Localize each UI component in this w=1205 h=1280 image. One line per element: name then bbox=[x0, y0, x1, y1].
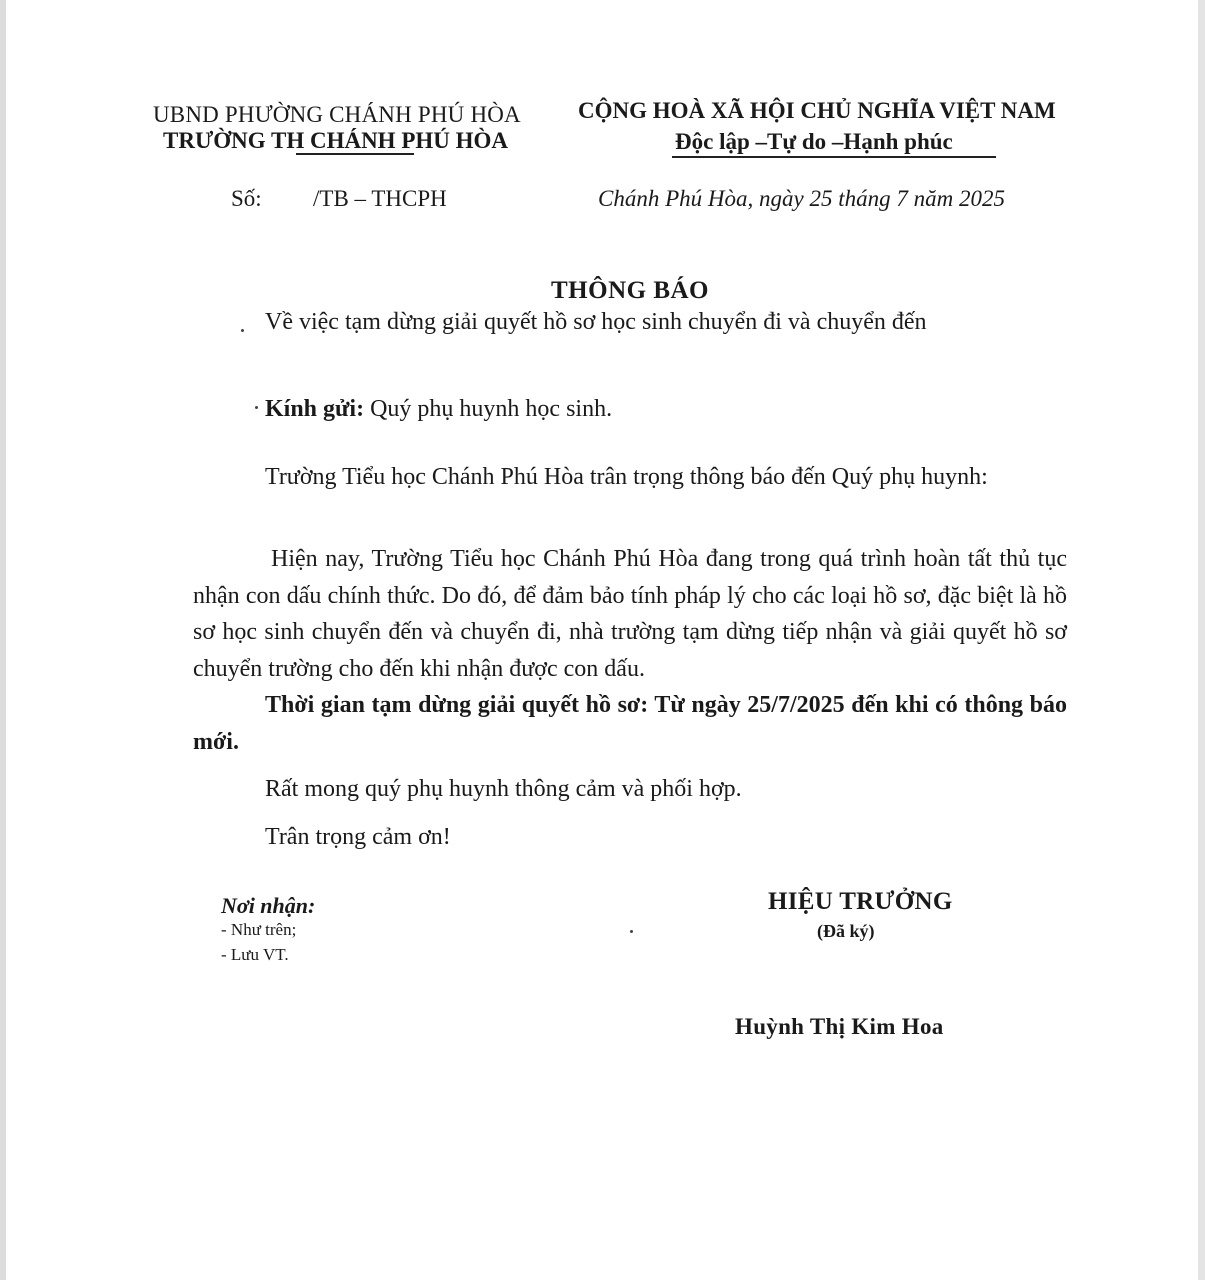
national-title: CỘNG HOÀ XÃ HỘI CHỦ NGHĨA VIỆT NAM bbox=[578, 98, 1056, 123]
paragraph-thanks: Trân trọng cảm ơn! bbox=[265, 824, 451, 850]
scan-speck bbox=[241, 329, 244, 332]
paragraph-intro: Trường Tiểu học Chánh Phú Hòa trân trọng thông báo đến Quý phụ huynh: bbox=[265, 464, 988, 490]
scan-border-right bbox=[1198, 0, 1205, 1280]
document-date: Chánh Phú Hòa, ngày 25 tháng 7 năm 2025 bbox=[598, 186, 1005, 211]
recipient-label: Kính gửi: bbox=[265, 396, 365, 422]
recipients-title: Nơi nhận: bbox=[221, 893, 316, 918]
recipient-line bbox=[265, 391, 612, 427]
signature-status: (Đã ký) bbox=[817, 921, 875, 941]
motto-underline bbox=[672, 156, 996, 158]
signatory-name: Huỳnh Thị Kim Hoa bbox=[735, 1014, 944, 1039]
recipients-item: - Lưu VT. bbox=[221, 945, 289, 964]
recipients-item: - Như trên; bbox=[221, 920, 297, 939]
paragraph-body: Hiện nay, Trường Tiểu học Chánh Phú Hòa đang trong quá trình hoàn tất thủ tục nhận con dấu chính thức. Do đó, để đảm bảo tính pháp lý cho các loại hồ sơ, đặc biệt là hồ sơ học sinh chuyển đến và chuyển đi, nhà trường tạm dừng tiếp nhận và giải quyết hồ sơ chuyển trường cho đến khi nhận được con dấu. bbox=[193, 546, 1067, 682]
scan-speck bbox=[630, 930, 633, 933]
recipient-value: Quý phụ huynh học sinh. bbox=[370, 396, 613, 422]
paragraph-suspension-period: Thời gian tạm dừng giải quyết hồ sơ: Từ ngày 25/7/2025 đến khi có thông báo mới. bbox=[193, 692, 1067, 755]
national-motto: Độc lập –Tự do –Hạnh phúc bbox=[675, 129, 953, 154]
issuing-authority: UBND PHƯỜNG CHÁNH PHÚ HÒA bbox=[153, 102, 521, 127]
document-title: THÔNG BÁO bbox=[551, 277, 709, 304]
document-number-code: /TB – THCPH bbox=[313, 186, 447, 211]
document-subtitle: Về việc tạm dừng giải quyết hồ sơ học sinh chuyển đi và chuyển đến bbox=[265, 309, 927, 335]
scan-border-left bbox=[0, 0, 6, 1280]
scan-speck bbox=[255, 406, 258, 409]
issuing-school: TRƯỜNG TH CHÁNH PHÚ HÒA bbox=[163, 128, 509, 153]
paragraph-request: Rất mong quý phụ huynh thông cảm và phối hợp. bbox=[265, 776, 742, 802]
school-underline bbox=[296, 153, 414, 155]
document-number-label: Số: bbox=[231, 186, 262, 211]
signature-title: HIỆU TRƯỞNG bbox=[768, 888, 953, 915]
